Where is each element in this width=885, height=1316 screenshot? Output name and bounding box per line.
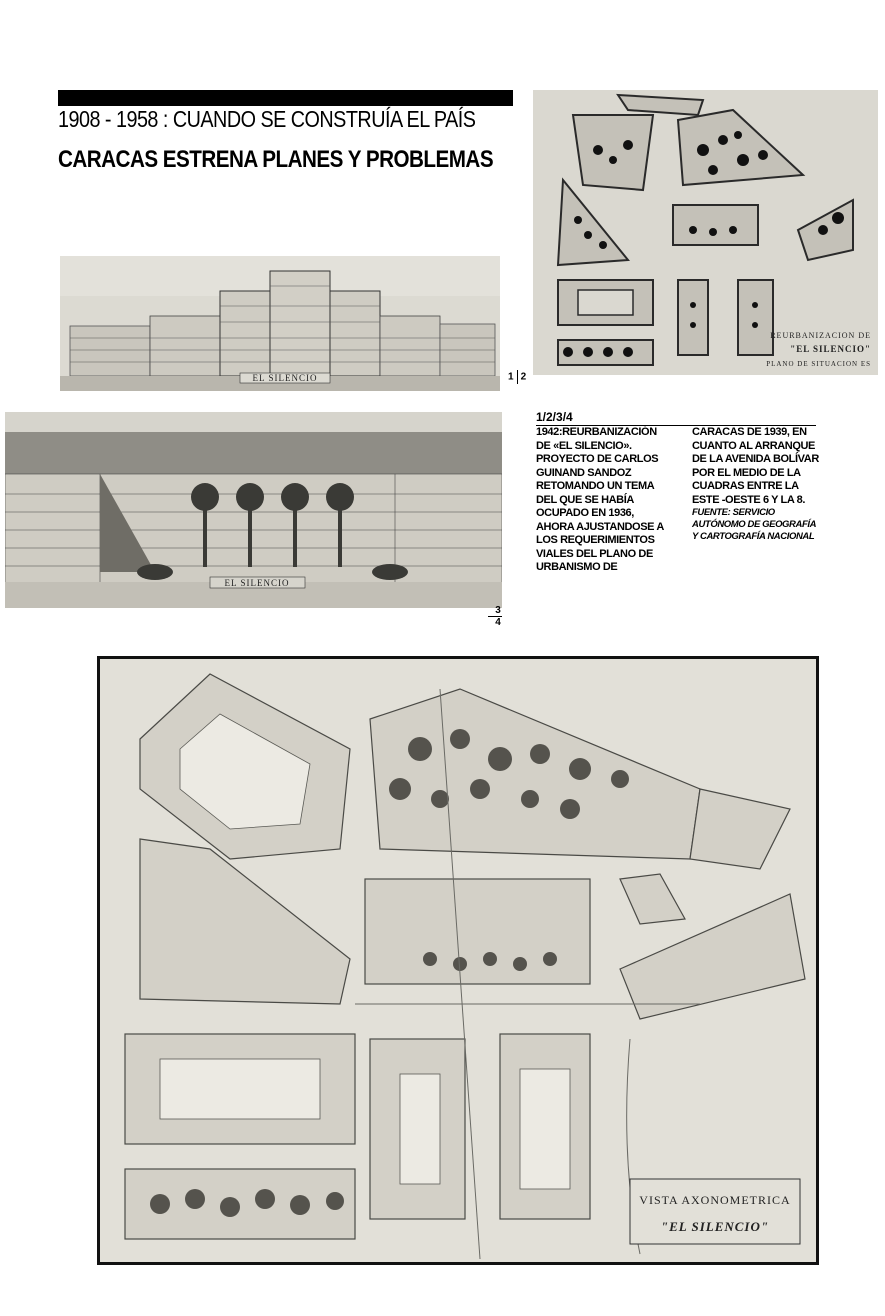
caption-source-line: FUENTE: SERVICIO [692,507,775,518]
caption-line: GUINAND SANDOZ [536,466,632,479]
caption-line: DEL QUE SE HABÍA [536,493,634,506]
figure-2-label-2: "EL SILENCIO" [790,344,871,354]
caption-line: DE LA AVENIDA BOLÍVAR [692,453,819,465]
caption-line: DE «EL SILENCIO». [536,439,632,452]
caption-line: OCUPADO EN 1936, [536,507,634,519]
caption-line: 1942:REURBANIZACIÓN [536,426,657,438]
figure-1-elevation [60,256,500,391]
figure-4-axonometric-view [97,656,819,1265]
figure-3-label: EL SILENCIO [224,578,290,588]
caption-line: URBANISMO DE [536,561,618,573]
caption-line: CARACAS DE 1939, EN [692,426,807,438]
header-rule [58,90,513,106]
caption-column-1 [536,426,668,575]
figure-1-label: EL SILENCIO [252,373,318,383]
figure-marker-3-4 [494,606,502,627]
caption-line: CUANTO AL ARRANQUE [692,439,815,452]
section-kicker: 1908 - 1958 : CUANDO SE CONSTRUÍA EL PAÍS [58,106,476,132]
caption-line: VIALES DEL PLANO DE [536,547,653,560]
caption-line: PROYECTO DE CARLOS [536,453,659,465]
caption-column-2 [692,426,824,543]
marker-3: 3 [495,605,501,616]
caption-line: RETOMANDO UN TEMA [536,480,655,492]
figure-2-label-1: REURBANIZACION DE [770,331,871,340]
caption-line: POR EL MEDIO DE LA [692,466,801,479]
figure-4-label-1: VISTA AXONOMETRICA [639,1193,791,1207]
figure-marker-1-2 [508,370,526,384]
figure-2-site-plan [533,90,878,375]
caption-heading: 1/2/3/4 [536,410,816,426]
figure-2-label-3: PLANO DE SITUACION ES [766,360,871,368]
figure-3-elevation-palms [5,412,502,608]
marker-1: 1 [508,371,514,383]
caption-line: LOS REQUERIMIENTOS [536,534,655,546]
caption-line: AHORA AJUSTANDOSE A [536,520,664,533]
caption-line: ESTE -OESTE 6 Y LA 8. [692,493,806,506]
caption-source-line: AUTÓNOMO DE GEOGRAFÍA [692,519,817,530]
figure-4-label-2: "EL SILENCIO" [660,1219,770,1234]
marker-4: 4 [495,617,501,628]
caption-source-line: Y CARTOGRAFÍA NACIONAL [692,531,815,542]
page-headline: CARACAS ESTRENA PLANES Y PROBLEMAS [58,146,494,173]
marker-2: 2 [520,371,527,383]
caption-line: CUADRAS ENTRE LA [692,480,799,492]
